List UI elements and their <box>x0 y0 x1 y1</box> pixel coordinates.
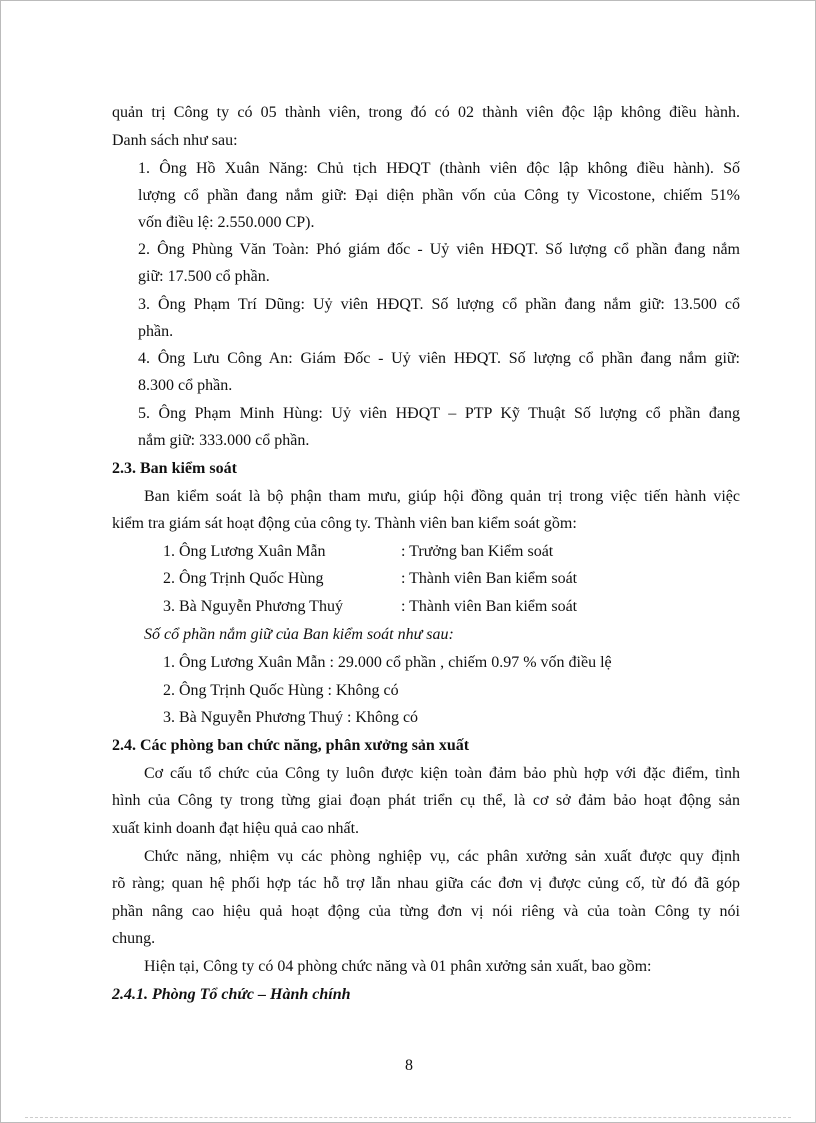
member-4-line: 4. Ông Lưu Công An: Giám Đốc - Uỷ viên HĐQT. Số lượng cổ phần đang nắm giữ: <box>138 350 740 367</box>
member-3-line: 3. Ông Phạm Trí Dũng: Uỷ viên HĐQT. Số lượng cổ phần đang nắm giữ: 13.500 cổ <box>138 296 740 313</box>
member-5-line: nắm giữ: 333.000 cổ phần. <box>138 432 310 449</box>
paragraph-line: quản trị Công ty có 05 thành viên, trong đó có 02 thành viên độc lập không điều hành. <box>112 104 740 121</box>
bks-member-role: : Thành viên Ban kiểm soát <box>401 570 578 587</box>
member-1-line: lượng cổ phần đang nắm giữ: Đại diện phần vốn của Công ty Vicostone, chiếm 51% <box>138 187 740 204</box>
shareholding-line: 1. Ông Lương Xuân Mẫn : 29.000 cổ phần , chiếm 0.97 % vốn điều lệ <box>163 654 612 671</box>
paragraph-line: rõ ràng; quan hệ phối hợp tác hỗ trợ lẫn nhau giữa các đơn vị được củng cố, từ đó đã góp <box>112 875 740 892</box>
section-heading-2-4: 2.4. Các phòng ban chức năng, phân xưởng sản xuất <box>112 737 470 754</box>
shareholding-line: 3. Bà Nguyễn Phương Thuý : Không có <box>163 709 419 726</box>
paragraph-line: Ban kiểm soát là bộ phận tham mưu, giúp hội đồng quản trị trong việc tiến hành việc <box>144 488 740 505</box>
paragraph-line: chung. <box>112 930 156 947</box>
bks-member-name: 1. Ông Lương Xuân Mẫn <box>163 543 326 560</box>
italic-subheading: Số cổ phần nắm giữ của Ban kiểm soát như sau: <box>144 626 454 643</box>
page-number: 8 <box>405 1057 413 1074</box>
paragraph-line: Hiện tại, Công ty có 04 phòng chức năng và 01 phân xưởng sản xuất, bao gồm: <box>144 958 652 975</box>
bks-member-name: 2. Ông Trịnh Quốc Hùng <box>163 570 324 587</box>
member-1-line: vốn điều lệ: 2.550.000 CP). <box>138 214 315 231</box>
member-5-line: 5. Ông Phạm Minh Hùng: Uỷ viên HĐQT – PTP Kỹ Thuật Số lượng cổ phần đang <box>138 405 740 422</box>
member-3-line: phần. <box>138 323 174 340</box>
paragraph-line: xuất kinh doanh đạt hiệu quả cao nhất. <box>112 820 360 837</box>
bks-member-role: : Trưởng ban Kiểm soát <box>401 543 554 560</box>
member-2-line: giữ: 17.500 cổ phần. <box>138 268 270 285</box>
member-4-line: 8.300 cổ phần. <box>138 377 233 394</box>
section-heading-2-4-1: 2.4.1. Phòng Tổ chức – Hành chính <box>112 986 351 1003</box>
shareholding-line: 2. Ông Trịnh Quốc Hùng : Không có <box>163 682 399 699</box>
member-2-line: 2. Ông Phùng Văn Toàn: Phó giám đốc - Uỷ viên HĐQT. Số lượng cổ phần đang nắm <box>138 241 740 258</box>
paragraph-line: hình của Công ty trong từng giai đoạn phát triển cụ thể, là cơ sở đảm bảo hoạt động sản <box>112 792 740 809</box>
page-bottom-rule <box>25 1117 791 1118</box>
section-heading-2-3: 2.3. Ban kiểm soát <box>112 460 237 477</box>
paragraph-line: kiểm tra giám sát hoạt động của công ty. Thành viên ban kiểm soát gồm: <box>112 515 577 532</box>
paragraph-line: Chức năng, nhiệm vụ các phòng nghiệp vụ, các phân xưởng sản xuất được quy định <box>144 848 740 865</box>
member-1-line: 1. Ông Hồ Xuân Năng: Chủ tịch HĐQT (thành viên độc lập không điều hành). Số <box>138 160 740 177</box>
paragraph-line: phần nâng cao hiệu quả hoạt động của từng đơn vị nói riêng và của toàn Công ty nói <box>112 903 740 920</box>
bks-member-name: 3. Bà Nguyễn Phương Thuý <box>163 598 343 615</box>
paragraph-line: Cơ cấu tổ chức của Công ty luôn được kiện toàn đảm bảo phù hợp với đặc điểm, tình <box>144 765 740 782</box>
bks-member-role: : Thành viên Ban kiểm soát <box>401 598 578 615</box>
paragraph-line: Danh sách như sau: <box>112 132 238 149</box>
